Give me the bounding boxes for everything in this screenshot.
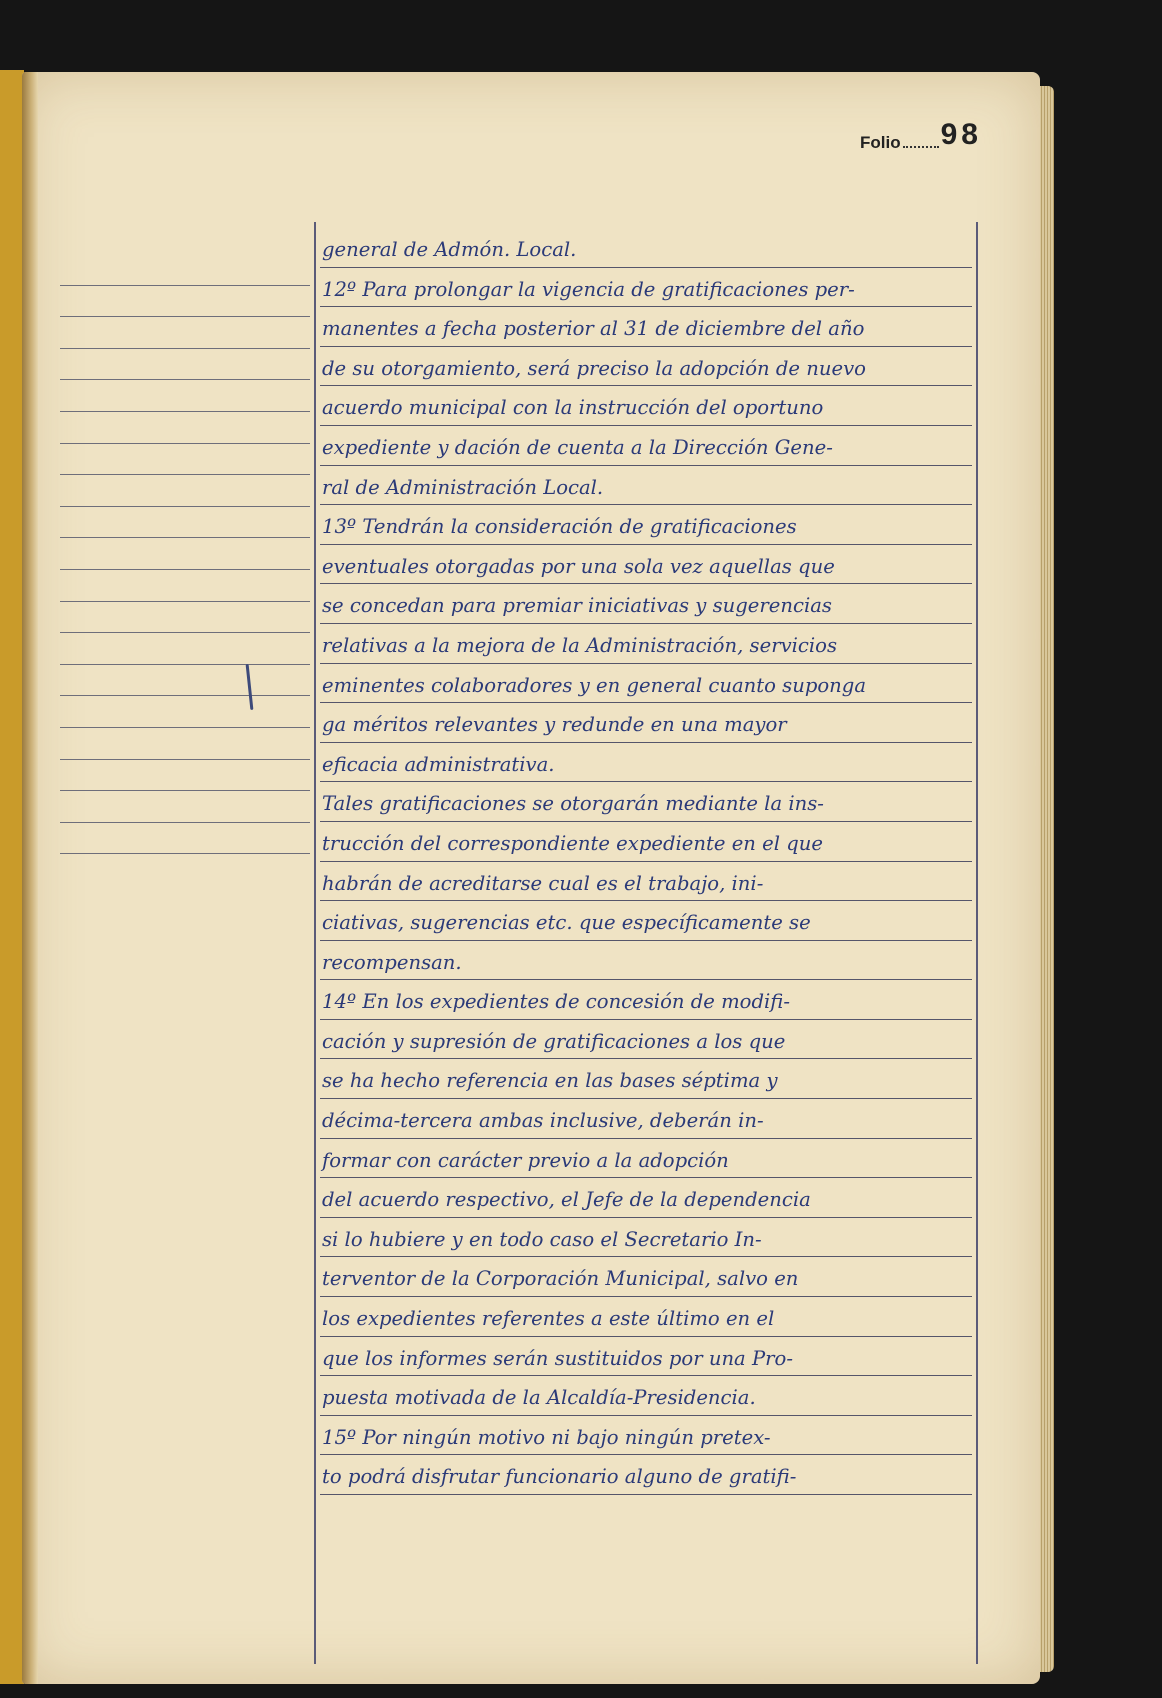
text-line: 14º En los expedientes de concesión de modifi- <box>320 980 972 1020</box>
text-line: general de Admón. Local. <box>320 228 972 268</box>
text-line: trucción del correspondiente expediente en el que <box>320 822 972 862</box>
text-line: se concedan para premiar iniciativas y sugerencias <box>320 584 972 624</box>
text-line: del acuerdo respectivo, el Jefe de la dependencia <box>320 1178 972 1218</box>
folio-dots <box>903 146 939 148</box>
margin-ruled-line <box>60 665 310 697</box>
text-line: Tales gratificaciones se otorgarán mediante la ins- <box>320 782 972 822</box>
margin-ruled-line <box>60 286 310 318</box>
margin-ruled-line <box>60 602 310 634</box>
text-line: eficacia administrativa. <box>320 743 972 783</box>
page-gutter <box>22 72 38 1684</box>
margin-ruled-line <box>60 317 310 349</box>
handwritten-text-block <box>320 228 972 1495</box>
ledger-page <box>22 72 1040 1684</box>
book-spine <box>0 70 24 1684</box>
margin-column <box>60 254 310 854</box>
text-line: de su otorgamiento, será preciso la adopción de nuevo <box>320 347 972 387</box>
margin-ruled-line <box>60 823 310 855</box>
text-line: 12º Para prolongar la vigencia de gratificaciones per- <box>320 268 972 308</box>
text-line: ral de Administración Local. <box>320 466 972 506</box>
text-line: puesta motivada de la Alcaldía-Presidencia. <box>320 1376 972 1416</box>
text-line: recompensan. <box>320 941 972 981</box>
text-line: 15º Por ningún motivo ni bajo ningún pretex- <box>320 1416 972 1456</box>
text-line: manentes a fecha posterior al 31 de diciembre del año <box>320 307 972 347</box>
margin-ruled-line <box>60 728 310 760</box>
margin-ruled-line <box>60 475 310 507</box>
margin-ruled-line <box>60 791 310 823</box>
text-line: formar con carácter previo a la adopción <box>320 1139 972 1179</box>
text-line: que los informes serán sustituidos por una Pro- <box>320 1337 972 1377</box>
text-line: terventor de la Corporación Municipal, salvo en <box>320 1257 972 1297</box>
text-line: si lo hubiere y en todo caso el Secretario In- <box>320 1218 972 1258</box>
margin-ruled-line <box>60 412 310 444</box>
text-line: acuerdo municipal con la instrucción del oportuno <box>320 386 972 426</box>
margin-ruled-line <box>60 380 310 412</box>
margin-ruled-line <box>60 444 310 476</box>
margin-ruled-line <box>60 760 310 792</box>
text-line: relativas a la mejora de la Administración, servicios <box>320 624 972 664</box>
margin-ruled-line <box>60 349 310 381</box>
margin-ruled-line <box>60 254 310 286</box>
right-margin-rule <box>976 222 978 1664</box>
text-line: eminentes colaboradores y en general cuanto suponga <box>320 664 972 704</box>
text-line: los expedientes referentes a este último en el <box>320 1297 972 1337</box>
left-margin-rule <box>314 222 316 1664</box>
text-line: eventuales otorgadas por una sola vez aquellas que <box>320 545 972 585</box>
text-line: ciativas, sugerencias etc. que específicamente se <box>320 901 972 941</box>
text-line: habrán de acreditarse cual es el trabajo, ini- <box>320 862 972 902</box>
margin-ruled-line <box>60 570 310 602</box>
folio-label: Folio <box>860 133 901 152</box>
folio-number: 98 <box>940 118 982 151</box>
margin-ruled-line <box>60 633 310 665</box>
text-line: 13º Tendrán la consideración de gratificaciones <box>320 505 972 545</box>
text-line: cación y supresión de gratificaciones a los que <box>320 1020 972 1060</box>
folio-header <box>860 118 982 156</box>
text-line: se ha hecho referencia en las bases séptima y <box>320 1059 972 1099</box>
text-line: expediente y dación de cuenta a la Dirección Gene- <box>320 426 972 466</box>
text-line: décima-tercera ambas inclusive, deberán in- <box>320 1099 972 1139</box>
text-line: to podrá disfrutar funcionario alguno de gratifi- <box>320 1455 972 1495</box>
margin-ruled-line <box>60 696 310 728</box>
margin-ruled-line <box>60 538 310 570</box>
text-line: ga méritos relevantes y redunde en una mayor <box>320 703 972 743</box>
margin-ruled-line <box>60 507 310 539</box>
